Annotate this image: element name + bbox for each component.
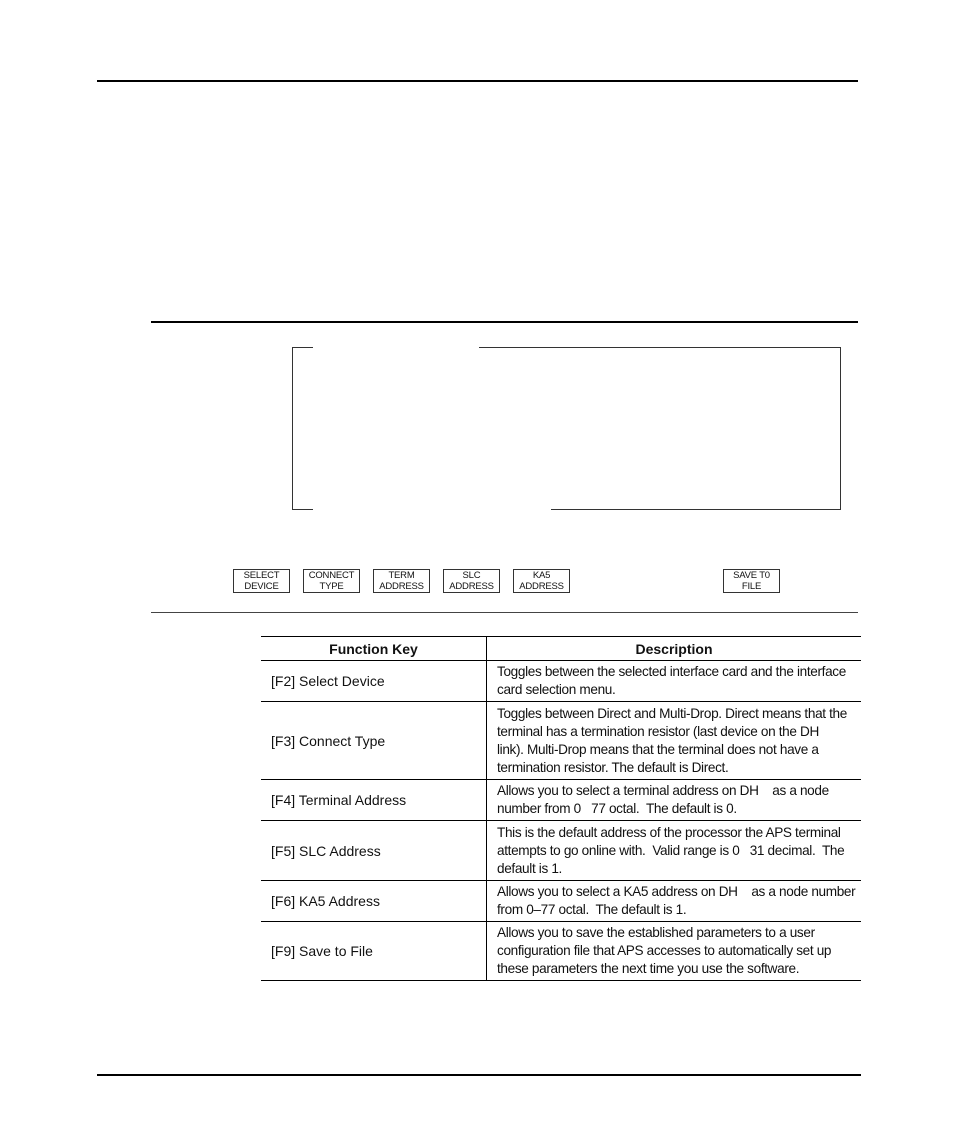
key-label-line2: ADDRESS xyxy=(519,581,564,592)
table-row xyxy=(261,661,861,702)
function-key-cell: [F6] KA5 Address xyxy=(261,881,487,922)
key-label-line2: DEVICE xyxy=(244,581,279,592)
select-device-key[interactable] xyxy=(233,569,290,593)
description-cell: Allows you to select a terminal address on DH as a node number from 0 77 octal. The default is 0. xyxy=(487,780,862,821)
function-key-cell: [F5] SLC Address xyxy=(261,821,487,881)
description-cell: This is the default address of the processor the APS terminal attempts to go online with. Valid range is 0 31 decimal. The default is 1. xyxy=(487,821,862,881)
section-rule xyxy=(151,321,858,323)
table-row xyxy=(261,780,861,821)
table-row xyxy=(261,922,861,981)
description-cell: Allows you to save the established parameters to a user configuration file that APS accesses to automatically set up these parameters the next time you use the software. xyxy=(487,922,862,981)
key-label-line2: FILE xyxy=(741,581,762,592)
key-label-line1: CONNECT xyxy=(308,570,355,581)
top-rule xyxy=(97,80,858,82)
function-key-cell: [F3] Connect Type xyxy=(261,702,487,780)
function-key-cell: [F9] Save to File xyxy=(261,922,487,981)
description-cell: Allows you to select a KA5 address on DH as a node number from 0–77 octal. The default is 1. xyxy=(487,881,862,922)
slc-address-key[interactable] xyxy=(443,569,500,593)
key-label-line1: SAVE T0 xyxy=(733,570,770,581)
function-key-table xyxy=(261,636,861,981)
bottom-rule xyxy=(97,1074,861,1076)
key-label-line2: ADDRESS xyxy=(379,581,424,592)
key-label-line1: TERM xyxy=(388,570,415,581)
description-cell: Toggles between Direct and Multi-Drop. Direct means that the terminal has a termination resistor (last device on the DH link). Multi-Drop means that the terminal does not have a termination resistor. The default is Direct. xyxy=(487,702,862,780)
table-row xyxy=(261,821,861,881)
description-cell: Toggles between the selected interface card and the interface card selection menu. xyxy=(487,661,862,702)
function-key-cell: [F2] Select Device xyxy=(261,661,487,702)
table-row xyxy=(261,702,861,780)
save-to-file-key[interactable] xyxy=(723,569,780,593)
connect-type-key[interactable] xyxy=(303,569,360,593)
header-description: Description xyxy=(487,637,862,661)
header-function-key: Function Key xyxy=(261,637,487,661)
function-key-cell: [F4] Terminal Address xyxy=(261,780,487,821)
term-address-key[interactable] xyxy=(373,569,430,593)
ka5-address-key[interactable] xyxy=(513,569,570,593)
key-label-line1: SLC xyxy=(462,570,481,581)
key-label-line1: SELECT xyxy=(243,570,280,581)
key-label-line1: KA5 xyxy=(532,570,551,581)
key-label-line2: TYPE xyxy=(319,581,344,592)
key-label-line2: ADDRESS xyxy=(449,581,494,592)
table-row xyxy=(261,881,861,922)
key-row-rule xyxy=(151,612,858,613)
